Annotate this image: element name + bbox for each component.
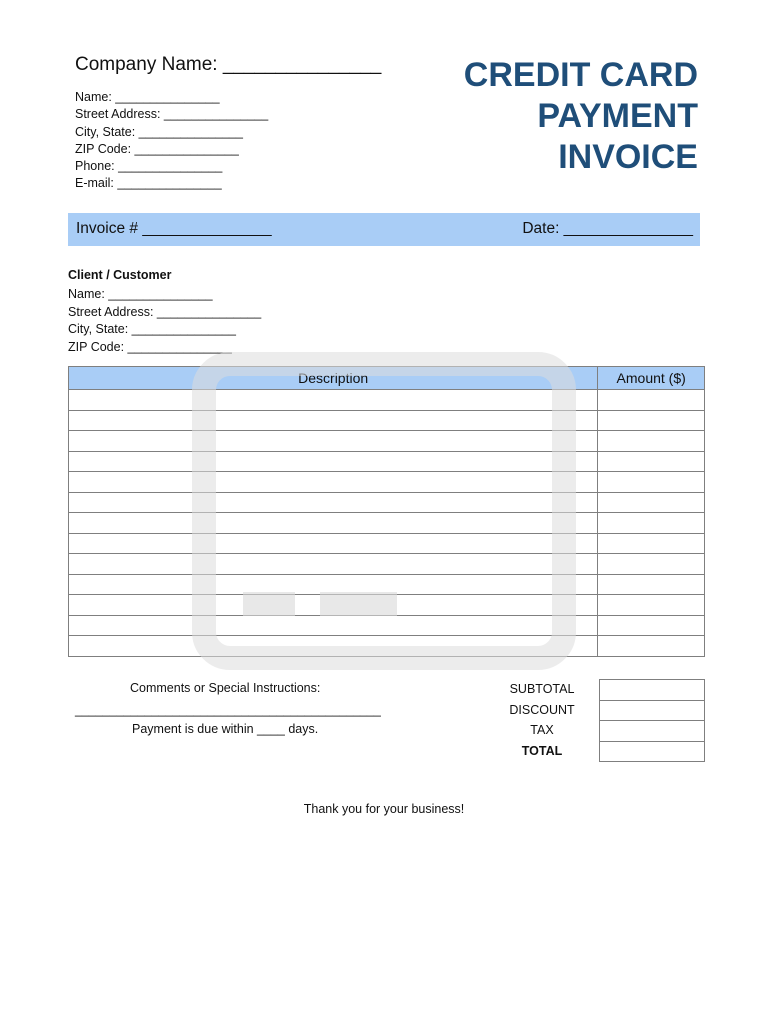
invoice-info-bar — [68, 213, 700, 246]
amount-cell[interactable] — [598, 636, 705, 657]
invoice-number-field: Invoice # _______________ — [76, 220, 272, 237]
amount-cell[interactable] — [598, 554, 705, 575]
total-label: TOTAL — [521, 744, 563, 759]
amount-cell[interactable] — [598, 595, 705, 616]
sender-phone-field: Phone: _______________ — [75, 159, 223, 174]
totals-labels — [500, 679, 584, 762]
thank-you-note: Thank you for your business! — [303, 802, 465, 816]
title-line-2: PAYMENT — [537, 97, 698, 135]
amount-cell[interactable] — [598, 492, 705, 513]
company-name-field: Company Name: _______________ — [75, 54, 382, 75]
amount-cell[interactable] — [598, 410, 705, 431]
document-title — [464, 55, 698, 178]
client-heading: Client / Customer — [68, 268, 172, 282]
sender-zip-field: ZIP Code: _______________ — [75, 141, 239, 156]
sender-city-state-field: City, State: _______________ — [75, 124, 243, 139]
description-column-header: Description — [69, 367, 598, 390]
title-line-1: CREDIT CARD — [463, 56, 698, 94]
client-details — [68, 286, 261, 357]
comments-line: ____________________________________________ — [75, 703, 381, 717]
discount-value-cell[interactable] — [600, 700, 705, 721]
invoice-date-field: Date: _______________ — [522, 220, 693, 237]
client-name-field: Name: _______________ — [68, 287, 213, 301]
client-city-state-field: City, State: _______________ — [68, 322, 236, 337]
amount-cell[interactable] — [598, 390, 705, 411]
amount-cell[interactable] — [598, 513, 705, 534]
amount-column-header: Amount ($) — [598, 367, 705, 390]
amount-cell[interactable] — [598, 451, 705, 472]
comments-label: Comments or Special Instructions: — [130, 681, 321, 695]
tax-label: TAX — [530, 723, 554, 738]
title-line-3: INVOICE — [558, 138, 698, 176]
subtotal-value-cell[interactable] — [600, 680, 705, 701]
client-street-field: Street Address: _______________ — [68, 304, 262, 319]
amount-cell[interactable] — [598, 533, 705, 554]
sender-details — [75, 89, 268, 193]
sender-name-field: Name: _______________ — [75, 90, 220, 104]
discount-label: DISCOUNT — [509, 702, 575, 717]
payment-terms: Payment is due within ____ days. — [132, 722, 319, 736]
sender-email-field: E-mail: _______________ — [75, 176, 222, 191]
document-watermark-icon — [192, 352, 576, 670]
client-zip-field: ZIP Code: _______________ — [68, 340, 232, 355]
amount-cell[interactable] — [598, 472, 705, 493]
amount-cell[interactable] — [598, 431, 705, 452]
total-value-cell[interactable] — [600, 741, 705, 762]
amount-cell[interactable] — [598, 574, 705, 595]
tax-value-cell[interactable] — [600, 721, 705, 742]
amount-cell[interactable] — [598, 615, 705, 636]
sender-street-field: Street Address: _______________ — [75, 107, 269, 122]
totals-table — [599, 679, 705, 762]
subtotal-label: SUBTOTAL — [509, 682, 575, 696]
